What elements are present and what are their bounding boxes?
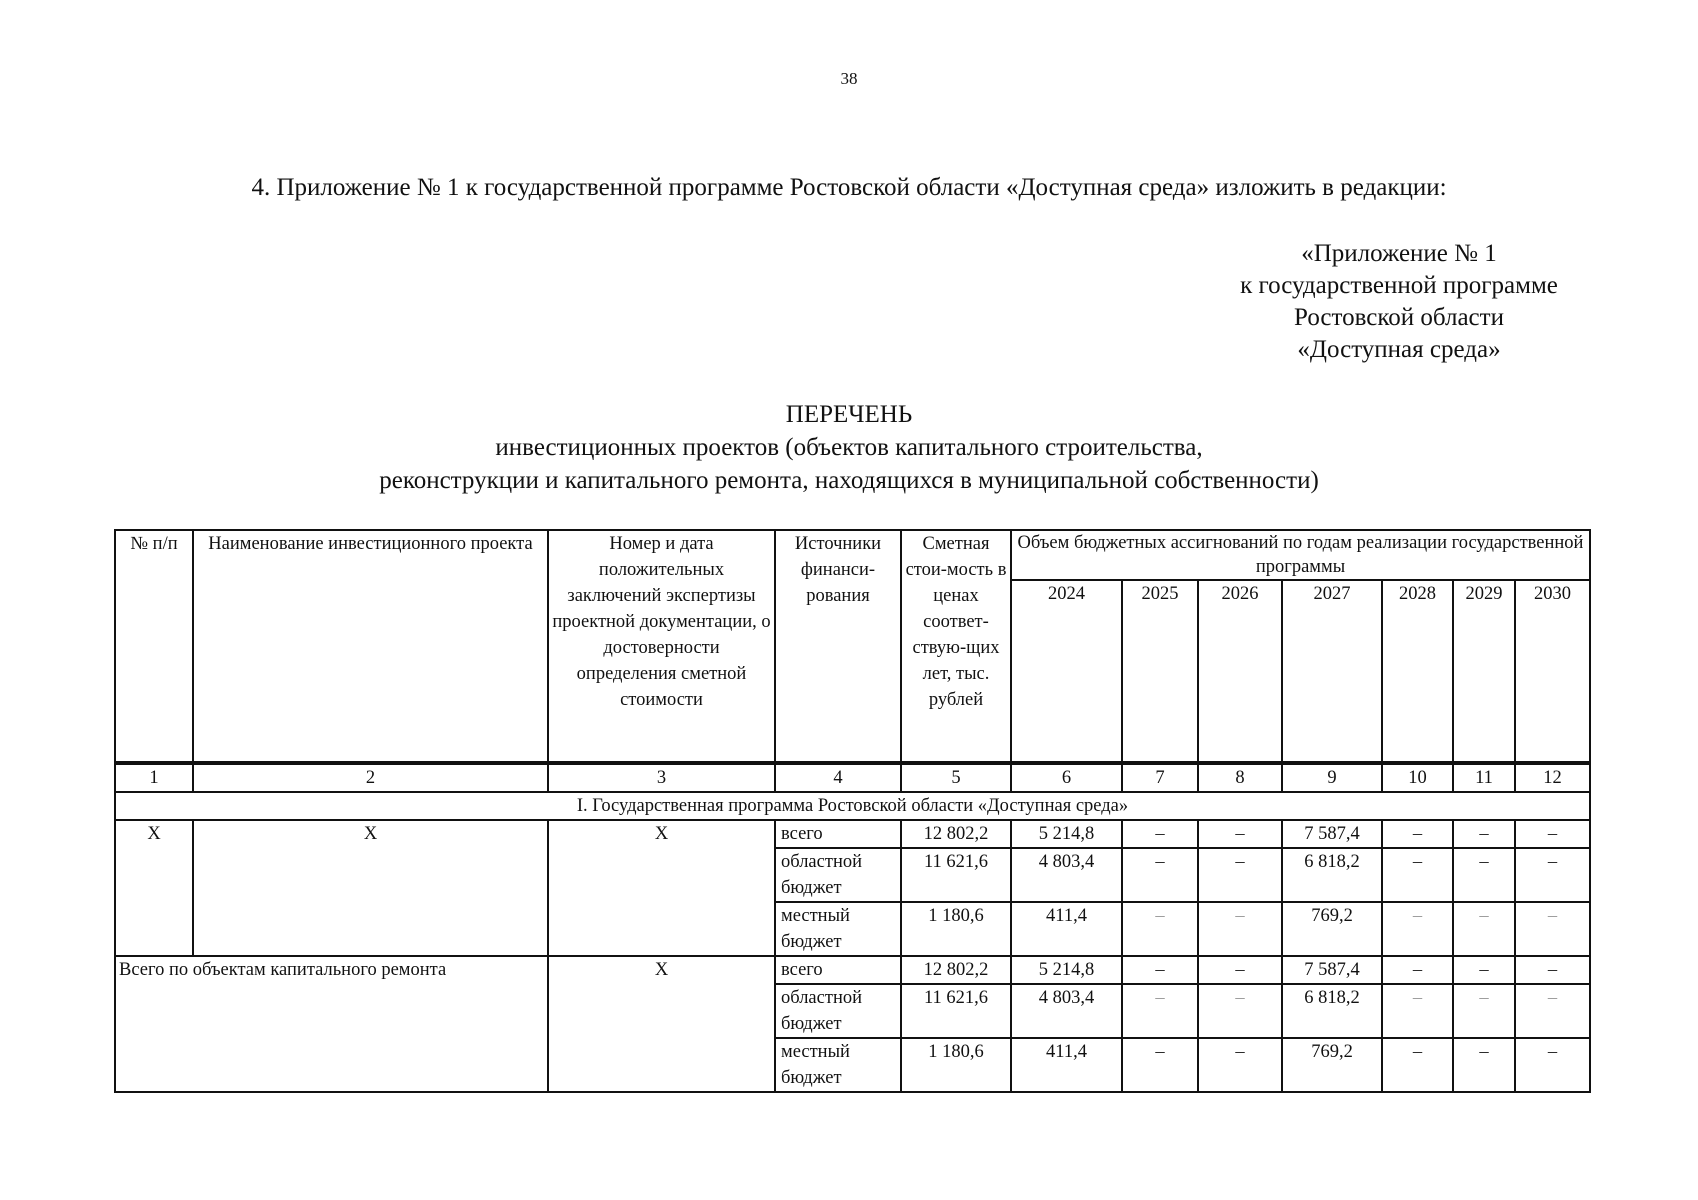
year-cell: –: [1382, 956, 1453, 984]
year-cell: 4 803,4: [1011, 984, 1122, 1038]
appendix-header: [1200, 238, 1598, 366]
column-number: 1: [115, 763, 193, 792]
year-cell: –: [1515, 984, 1590, 1038]
source-cell: всего: [775, 820, 901, 848]
header-name: Наименование инвестиционного проекта: [193, 530, 548, 763]
appendix-line: «Приложение № 1: [1301, 240, 1497, 267]
year-cell: –: [1515, 820, 1590, 848]
header-volume: Объем бюджетных ассигнований по годам реализации государственной программы: [1011, 530, 1590, 580]
header-num: № п/п: [115, 530, 193, 763]
year-cell: –: [1453, 820, 1515, 848]
total-expertise: X: [548, 956, 775, 1092]
amendment-instruction: 4. Приложение № 1 к государственной программе Ростовской области «Доступная среда» изложить в редакции:: [251, 174, 1447, 201]
table-row: [115, 956, 1590, 984]
list-title-line: инвестиционных проектов (объектов капитального строительства,: [495, 434, 1203, 461]
year-cell: 5 214,8: [1011, 820, 1122, 848]
column-numbers-row: [115, 763, 1590, 792]
header-year: 2026: [1198, 580, 1282, 763]
year-cell: 769,2: [1282, 902, 1382, 956]
page-number: 38: [840, 69, 858, 88]
header-expertise: Номер и дата положительных заключений экспертизы проектной документации, о достоверности определения сметной стоимости: [548, 530, 775, 763]
investment-projects-table: [114, 529, 1591, 1093]
column-number: 5: [901, 763, 1011, 792]
year-cell: –: [1198, 956, 1282, 984]
table-row: [115, 820, 1590, 848]
year-cell: –: [1515, 902, 1590, 956]
year-cell: –: [1453, 984, 1515, 1038]
cost-cell: 12 802,2: [901, 820, 1011, 848]
cost-cell: 12 802,2: [901, 956, 1011, 984]
column-number: 8: [1198, 763, 1282, 792]
column-number: 3: [548, 763, 775, 792]
source-cell: всего: [775, 956, 901, 984]
year-cell: 6 818,2: [1282, 848, 1382, 902]
appendix-line: Ростовской области: [1294, 304, 1504, 331]
column-number: 10: [1382, 763, 1453, 792]
header-year: 2028: [1382, 580, 1453, 763]
year-cell: –: [1122, 902, 1198, 956]
year-cell: –: [1122, 848, 1198, 902]
column-number: 12: [1515, 763, 1590, 792]
cost-cell: 1 180,6: [901, 1038, 1011, 1092]
year-cell: 411,4: [1011, 902, 1122, 956]
year-cell: –: [1382, 1038, 1453, 1092]
year-cell: 411,4: [1011, 1038, 1122, 1092]
header-sources: Источники финанси-рования: [775, 530, 901, 763]
year-cell: –: [1515, 1038, 1590, 1092]
column-number: 4: [775, 763, 901, 792]
year-cell: –: [1382, 984, 1453, 1038]
header-year: 2029: [1453, 580, 1515, 763]
header-year: 2025: [1122, 580, 1198, 763]
cost-cell: 11 621,6: [901, 848, 1011, 902]
year-cell: –: [1122, 820, 1198, 848]
year-cell: –: [1198, 848, 1282, 902]
year-cell: 7 587,4: [1282, 820, 1382, 848]
column-number: 11: [1453, 763, 1515, 792]
cost-cell: 11 621,6: [901, 984, 1011, 1038]
program-expertise: X: [548, 820, 775, 956]
year-cell: –: [1382, 820, 1453, 848]
source-cell: местный бюджет: [775, 902, 901, 956]
year-cell: –: [1198, 820, 1282, 848]
year-cell: –: [1198, 1038, 1282, 1092]
total-label: Всего по объектам капитального ремонта: [115, 956, 548, 1092]
header-cost: Сметная стои-мость в ценах соответ-ствую-щих лет, тыс. рублей: [901, 530, 1011, 763]
year-cell: 769,2: [1282, 1038, 1382, 1092]
cost-cell: 1 180,6: [901, 902, 1011, 956]
year-cell: –: [1122, 984, 1198, 1038]
header-year: 2030: [1515, 580, 1590, 763]
year-cell: –: [1453, 848, 1515, 902]
year-cell: 7 587,4: [1282, 956, 1382, 984]
header-year: 2024: [1011, 580, 1122, 763]
year-cell: –: [1198, 984, 1282, 1038]
list-title-line: реконструкции и капитального ремонта, находящихся в муниципальной собственности): [379, 467, 1319, 494]
year-cell: –: [1122, 956, 1198, 984]
column-number: 6: [1011, 763, 1122, 792]
year-cell: –: [1382, 902, 1453, 956]
source-cell: местный бюджет: [775, 1038, 901, 1092]
section-title: I. Государственная программа Ростовской области «Доступная среда»: [115, 792, 1590, 820]
year-cell: 5 214,8: [1011, 956, 1122, 984]
column-number: 2: [193, 763, 548, 792]
program-num: X: [115, 820, 193, 956]
year-cell: –: [1382, 848, 1453, 902]
list-title-heading: ПЕРЕЧЕНЬ: [785, 401, 913, 428]
appendix-line: к государственной программе: [1240, 272, 1558, 299]
year-cell: –: [1453, 902, 1515, 956]
column-number: 7: [1122, 763, 1198, 792]
year-cell: 6 818,2: [1282, 984, 1382, 1038]
year-cell: –: [1515, 848, 1590, 902]
source-cell: областной бюджет: [775, 984, 901, 1038]
year-cell: –: [1453, 1038, 1515, 1092]
source-cell: областной бюджет: [775, 848, 901, 902]
appendix-line: «Доступная среда»: [1297, 336, 1501, 363]
year-cell: –: [1198, 902, 1282, 956]
year-cell: –: [1515, 956, 1590, 984]
program-name: X: [193, 820, 548, 956]
year-cell: –: [1122, 1038, 1198, 1092]
year-cell: –: [1453, 956, 1515, 984]
column-number: 9: [1282, 763, 1382, 792]
year-cell: 4 803,4: [1011, 848, 1122, 902]
list-title: [0, 398, 1698, 497]
header-year: 2027: [1282, 580, 1382, 763]
